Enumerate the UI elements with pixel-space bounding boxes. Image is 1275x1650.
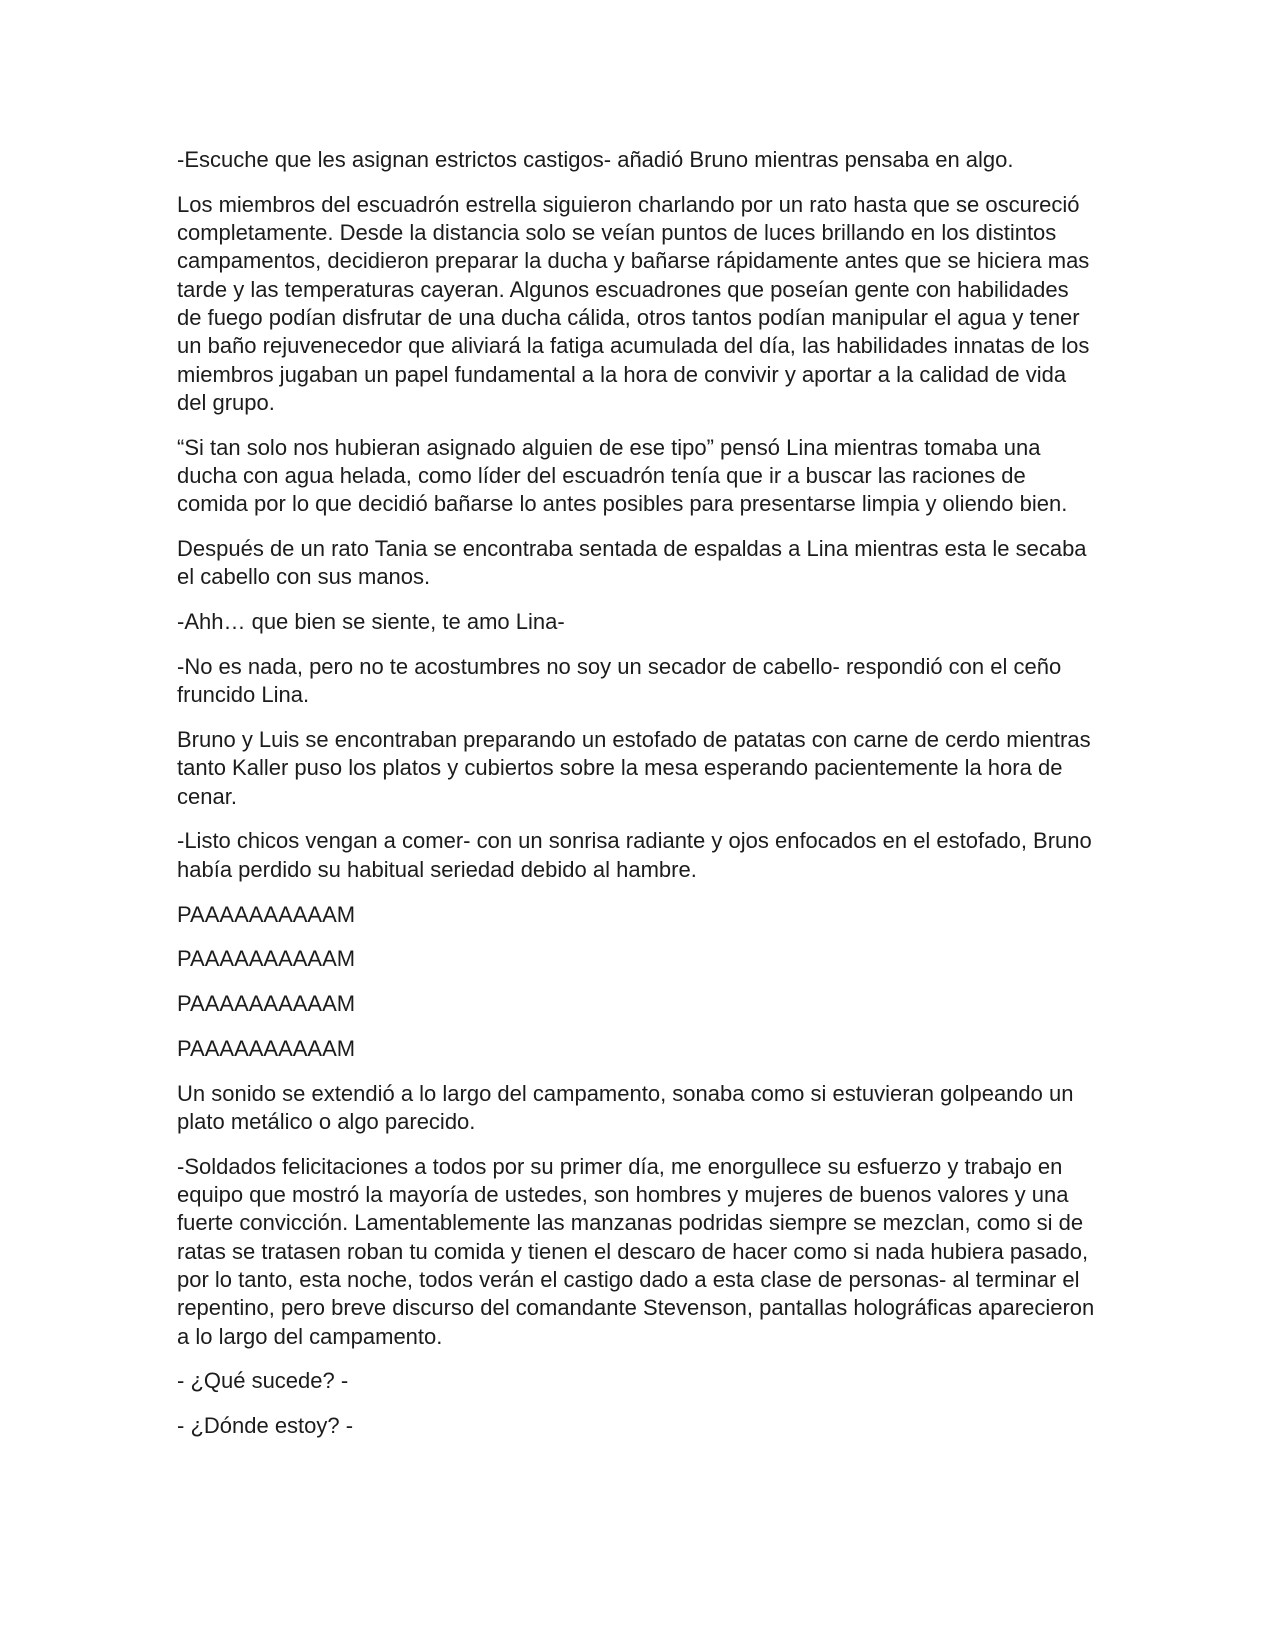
- paragraph: Después de un rato Tania se encontraba sentada de espaldas a Lina mientras esta le secaba el cabello con sus manos.: [177, 536, 1087, 590]
- paragraph: Los miembros del escuadrón estrella siguieron charlando por un rato hasta que se oscureció completamente. Desde la distancia solo se veían puntos de luces brillando en los distintos campamentos, decidieron preparar la ducha y bañarse rápidamente antes que se hiciera mas tarde y las temperaturas cayeran. Algunos escuadrones que poseían gente con habilidades de fuego podían disfrutar de una ducha cálida, otros tantos podían manipular el agua y tener un baño rejuvenecedor que aliviará la fatiga acumulada del día, las habilidades innatas de los miembros jugaban un papel fundamental a la hora de convivir y aportar a la calidad de vida del grupo.: [177, 191, 1090, 415]
- paragraph: Bruno y Luis se encontraban preparando un estofado de patatas con carne de cerdo mientras tanto Kaller puso los platos y cubiertos sobre la mesa esperando pacientemente la hora de cenar.: [177, 727, 1091, 809]
- paragraph: -Ahh… que bien se siente, te amo Lina-: [177, 609, 565, 635]
- sound-effect-line: PAAAAAAAAAAM: [177, 901, 356, 927]
- paragraph: -Soldados felicitaciones a todos por su primer día, me enorgullece su esfuerzo y trabajo en equipo que mostró la mayoría de ustedes, son hombres y mujeres de buenos valores y una fuerte convicción. Lamentablemente las manzanas podridas siempre se mezclan, como si de ratas se tratasen roban tu comida y tienen el descaro de hacer como si nada hubiera pasado, por lo tanto, esta noche, todos verán el castigo dado a esta clase de personas- al terminar el repentino, pero breve discurso del comandante Stevenson, pantallas holográficas aparecieron a lo largo del campamento.: [177, 1153, 1095, 1349]
- sound-effect-line: PAAAAAAAAAAM: [177, 946, 356, 972]
- sound-effect-line: PAAAAAAAAAAM: [177, 991, 356, 1017]
- paragraph: -Listo chicos vengan a comer- con un sonrisa radiante y ojos enfocados en el estofado, Bruno había perdido su habitual seriedad debido al hambre.: [177, 828, 1092, 882]
- paragraph: Un sonido se extendió a lo largo del campamento, sonaba como si estuvieran golpeando un plato metálico o algo parecido.: [177, 1080, 1074, 1135]
- sound-effect-line: PAAAAAAAAAAM: [177, 1035, 356, 1061]
- document-body: [177, 146, 1097, 1457]
- paragraph: -Escuche que les asignan estrictos castigos- añadió Bruno mientras pensaba en algo.: [177, 147, 1014, 172]
- dialogue-line: - ¿Dónde estoy? -: [177, 1413, 354, 1439]
- dialogue-line: - ¿Qué sucede? -: [177, 1368, 349, 1394]
- paragraph: “Si tan solo nos hubieran asignado alguien de ese tipo” pensó Lina mientras tomaba una ducha con agua helada, como líder del escuadrón tenía que ir a buscar las raciones de comida por lo que decidió bañarse lo antes posibles para presentarse limpia y oliendo bien.: [177, 434, 1068, 517]
- paragraph: -No es nada, pero no te acostumbres no soy un secador de cabello- respondió con el ceño fruncido Lina.: [177, 653, 1062, 708]
